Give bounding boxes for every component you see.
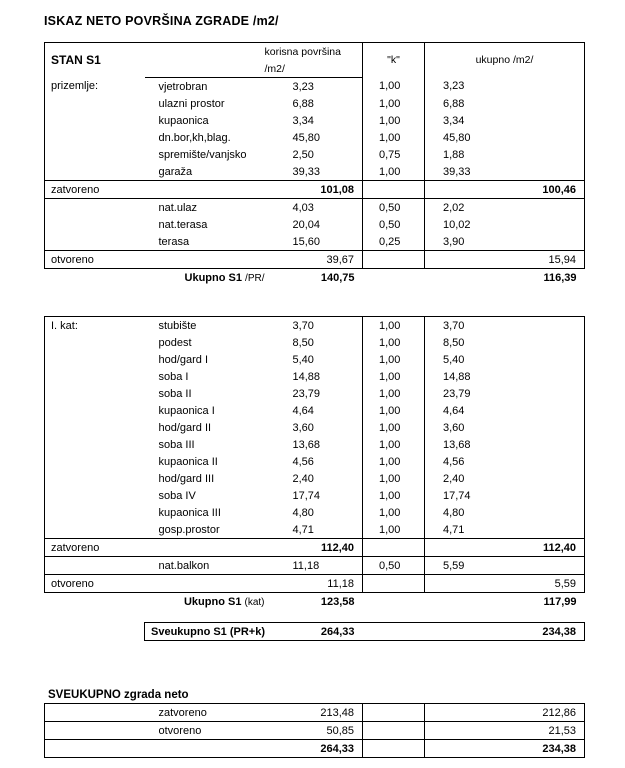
row-area: 3,60 [292, 421, 314, 434]
row-area: 4,64 [292, 404, 314, 417]
row-total: 3,70 [425, 317, 585, 335]
table-row [45, 722, 585, 740]
sum-blank [45, 593, 145, 611]
row-level-blank [45, 453, 145, 470]
header-area-line1: korisna površina [265, 43, 363, 61]
header-area-line2: /m2/ [265, 60, 363, 78]
row-item: garaža [145, 163, 265, 181]
table-row [45, 368, 585, 385]
header-blank [145, 43, 265, 61]
grand-label: Sveukupno S1 (PR+k) [145, 623, 265, 641]
unit-title: STAN S1 [45, 43, 145, 78]
row-total: 4,80 [425, 504, 585, 521]
closed-blank [145, 539, 265, 557]
closed-total: 100,46 [425, 181, 585, 199]
row-total: 6,88 [425, 95, 585, 112]
table-row [45, 521, 585, 539]
row-level-blank [45, 334, 145, 351]
sum-label [145, 593, 265, 611]
row-total: 4,64 [425, 402, 585, 419]
table-row [45, 504, 585, 521]
table-row [45, 216, 585, 233]
row-item: kupaonica [158, 114, 209, 127]
row-k: 1,00 [363, 470, 425, 487]
row-area: 8,50 [292, 336, 314, 349]
row-area: 23,79 [292, 387, 321, 400]
grand-area: 264,33 [265, 623, 363, 641]
table-row [45, 402, 585, 419]
row-k: 1,00 [363, 521, 425, 539]
row-item: podest [158, 336, 192, 349]
closed-blank [145, 181, 265, 199]
row-level-blank [45, 557, 145, 575]
row-item: hod/gard I [158, 353, 209, 366]
closed-label: zatvoreno [45, 539, 145, 557]
row-total: 3,60 [425, 419, 585, 436]
level-label: prizemlje: [45, 78, 145, 96]
row-k: 1,00 [363, 436, 425, 453]
row-item: soba III [158, 438, 195, 451]
row-total: 23,79 [425, 385, 585, 402]
row-item: terasa [145, 233, 265, 251]
row-total: 5,40 [425, 351, 585, 368]
row-total: 3,90 [425, 233, 585, 251]
table-row [45, 487, 585, 504]
table-row [45, 95, 585, 112]
row-total: 21,53 [425, 722, 585, 740]
row-area: 11,18 [265, 557, 363, 575]
row-total: 2,02 [425, 199, 585, 217]
row-level-blank [45, 385, 145, 402]
row-item: ulazni prostor [158, 97, 225, 110]
row-level-blank [45, 521, 145, 539]
table-row [45, 199, 585, 217]
table-header-row [45, 43, 585, 61]
total-row [45, 269, 585, 287]
sum-label-suffix: /PR/ [245, 272, 265, 284]
closed-area: 101,08 [265, 181, 363, 199]
row-level-blank [45, 419, 145, 436]
table-row [45, 233, 585, 251]
table-row [45, 78, 585, 96]
row-level-blank [45, 487, 145, 504]
row-total: 14,88 [425, 368, 585, 385]
row-item: hod/gard II [158, 421, 212, 434]
open-label: otvoreno [45, 575, 145, 593]
row-item: soba II [158, 387, 192, 400]
row-level-blank [45, 95, 145, 112]
row-item: otvoreno [145, 722, 265, 740]
row-area: 15,60 [265, 233, 363, 251]
row-item: nat.balkon [145, 557, 265, 575]
row-area: 4,80 [292, 506, 314, 519]
row-item: nat.ulaz [158, 201, 198, 214]
table-stan-s1-prizemlje-block [44, 42, 607, 286]
row-level-blank [45, 112, 145, 129]
grand-total: 234,38 [425, 623, 585, 641]
open-label: otvoreno [45, 251, 145, 269]
row-total: 1,88 [425, 146, 585, 163]
row-area: 3,34 [292, 114, 314, 127]
closed-k-blank [363, 539, 425, 557]
sum-blank [45, 269, 145, 287]
sum-total: 117,99 [543, 595, 577, 608]
closed-total: 112,40 [425, 539, 585, 557]
subtotal-closed-row [45, 539, 585, 557]
open-blank [145, 251, 265, 269]
row-k: 1,00 [363, 317, 425, 335]
row-item: spremište/vanjsko [158, 148, 247, 161]
row-k: 1,00 [363, 163, 425, 181]
row-item: vjetrobran [158, 80, 208, 93]
row-item: soba IV [158, 489, 196, 502]
spacer-cell [45, 610, 585, 623]
table-row [45, 129, 585, 146]
row-total: 17,74 [425, 487, 585, 504]
open-k-blank [363, 251, 425, 269]
sum-k-blank [363, 269, 425, 287]
row-k: 1,00 [363, 402, 425, 419]
table-row [45, 146, 585, 163]
row-k: 1,00 [363, 95, 425, 112]
row-area: 3,70 [265, 317, 363, 335]
row-k: 1,00 [363, 487, 425, 504]
closed-k-blank [363, 181, 425, 199]
grand-k-blank [363, 623, 425, 641]
row-area: 4,56 [292, 455, 314, 468]
row-item: hod/gard III [158, 472, 215, 485]
open-area: 11,18 [265, 575, 363, 593]
row-total: 5,59 [425, 557, 585, 575]
row-total: 8,50 [425, 334, 585, 351]
row-item: zatvoreno [145, 704, 265, 722]
row-level-blank [45, 216, 145, 233]
table-row [45, 557, 585, 575]
table-row [45, 453, 585, 470]
row-k: 0,75 [363, 146, 425, 163]
row-k: 0,50 [363, 557, 425, 575]
row-level-blank [45, 351, 145, 368]
open-k-blank [363, 575, 425, 593]
row-level-blank [45, 504, 145, 521]
sum-blank [45, 740, 145, 758]
sum-label-text: Ukupno S1 [183, 595, 242, 608]
table-stan-s1-kat [44, 316, 585, 641]
sum-area: 123,58 [320, 595, 355, 608]
table-sveukupno-block [44, 689, 607, 758]
row-area: 6,88 [292, 97, 314, 110]
subtotal-closed-row [45, 181, 585, 199]
subtotal-open-row [45, 575, 585, 593]
row-k: 1,00 [363, 504, 425, 521]
sum-total: 116,39 [543, 271, 577, 284]
subtotal-open-row [45, 251, 585, 269]
row-total: 4,71 [425, 521, 585, 539]
total-row [45, 740, 585, 758]
table-row [45, 112, 585, 129]
row-level-blank [45, 402, 145, 419]
grand-blank [45, 623, 145, 641]
row-k: 1,00 [363, 351, 425, 368]
open-blank [145, 575, 265, 593]
row-total: 13,68 [425, 436, 585, 453]
row-total: 3,23 [425, 78, 585, 96]
row-k: 1,00 [363, 453, 425, 470]
row-area: 13,68 [292, 438, 321, 451]
row-k: 1,00 [363, 112, 425, 129]
table-sveukupno [44, 703, 585, 758]
table-row [45, 436, 585, 453]
row-k: 0,50 [363, 216, 425, 233]
sum-total: 234,38 [425, 740, 585, 758]
table-row [45, 419, 585, 436]
row-k-blank [363, 722, 425, 740]
closed-area: 112,40 [265, 539, 363, 557]
row-area: 20,04 [292, 218, 321, 231]
row-level-blank [45, 199, 145, 217]
sum-label-text: Ukupno S1 [184, 271, 242, 284]
row-total: 4,56 [425, 453, 585, 470]
row-area: 4,03 [292, 201, 314, 214]
sum-k-blank [363, 593, 425, 611]
closed-label: zatvoreno [45, 181, 145, 199]
table-row [45, 470, 585, 487]
row-area: 213,48 [265, 704, 363, 722]
row-level-blank [45, 436, 145, 453]
table-row [45, 317, 585, 335]
row-level-blank [45, 368, 145, 385]
section-spacer-2 [40, 641, 607, 689]
row-area: 17,74 [292, 489, 321, 502]
open-area: 39,67 [265, 251, 363, 269]
row-total: 10,02 [425, 216, 585, 233]
row-k: 1,00 [363, 334, 425, 351]
header-total: ukupno /m2/ [425, 43, 585, 78]
row-level-blank [45, 233, 145, 251]
sum-label [145, 269, 265, 287]
row-area: 4,71 [265, 521, 363, 539]
section-spacer [40, 286, 607, 316]
row-area: 14,88 [292, 370, 321, 383]
row-blank [45, 704, 145, 722]
row-item: kupaonica II [158, 455, 218, 468]
row-item: gosp.prostor [145, 521, 265, 539]
row-k: 1,00 [363, 78, 425, 96]
row-item: nat.terasa [158, 218, 208, 231]
row-k: 0,50 [363, 199, 425, 217]
open-total: 5,59 [425, 575, 585, 593]
row-total: 3,34 [425, 112, 585, 129]
row-level-blank [45, 470, 145, 487]
row-k: 1,00 [363, 368, 425, 385]
row-total: 39,33 [425, 163, 585, 181]
row-blank [45, 722, 145, 740]
table-row [45, 385, 585, 402]
row-area: 3,23 [292, 80, 314, 93]
row-level-blank [45, 163, 145, 181]
table-stan-s1-prizemlje [44, 42, 585, 286]
row-k-blank [363, 704, 425, 722]
row-area: 2,50 [292, 148, 314, 161]
row-item: stubište [145, 317, 265, 335]
sum-area: 140,75 [320, 271, 355, 284]
row-area: 50,85 [265, 722, 363, 740]
grand-total-row [45, 623, 585, 641]
row-total: 2,40 [425, 470, 585, 487]
sum-k-blank [363, 740, 425, 758]
row-k: 1,00 [363, 385, 425, 402]
sum-area: 264,33 [265, 740, 363, 758]
total-row [45, 593, 585, 611]
header-k: "k" [363, 43, 425, 78]
open-total: 15,94 [425, 251, 585, 269]
row-item: kupaonica I [158, 404, 215, 417]
row-k: 1,00 [363, 419, 425, 436]
sum-label-blank [145, 740, 265, 758]
row-area: 5,40 [292, 353, 314, 366]
row-level-blank [45, 146, 145, 163]
row-total: 212,86 [425, 704, 585, 722]
row-total: 45,80 [425, 129, 585, 146]
row-k: 1,00 [363, 129, 425, 146]
page-title: ISKAZ NETO POVRŠINA ZGRADE /m2/ [44, 14, 279, 28]
row-level-blank [45, 129, 145, 146]
table-row [45, 704, 585, 722]
table-row [45, 351, 585, 368]
row-k: 0,25 [363, 233, 425, 251]
level-label: I. kat: [45, 317, 145, 335]
table-stan-s1-kat-block [44, 316, 607, 641]
table-row [45, 334, 585, 351]
header-blank-2 [145, 60, 265, 78]
row-area: 2,40 [292, 472, 314, 485]
summary-title: SVEUKUPNO zgrada neto [48, 689, 189, 701]
spacer-row [45, 610, 585, 623]
row-item: kupaonica III [158, 506, 221, 519]
table-row [45, 163, 585, 181]
row-area: 45,80 [292, 131, 321, 144]
sum-label-suffix: (kat) [244, 596, 265, 608]
row-area: 39,33 [265, 163, 363, 181]
row-item: soba I [158, 370, 189, 383]
row-item: dn.bor,kh,blag. [158, 131, 231, 144]
